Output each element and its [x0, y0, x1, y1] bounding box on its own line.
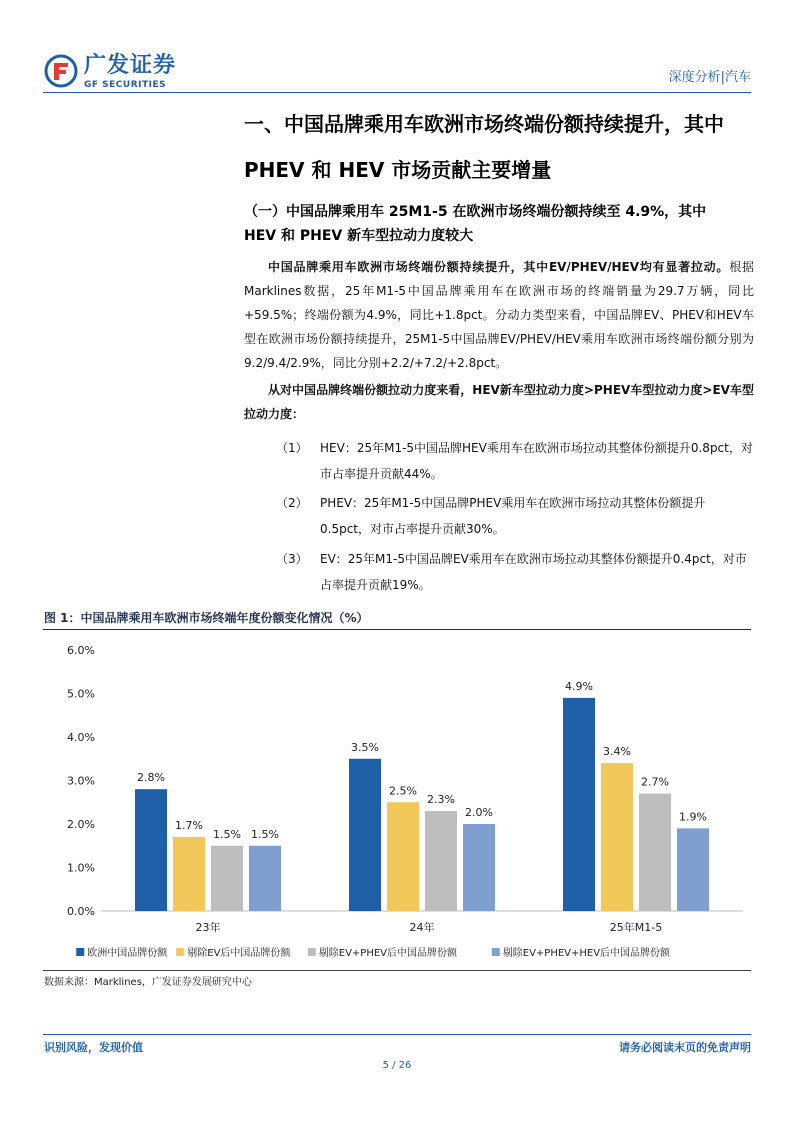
list-item-text: EV：25年M1-5中国品牌EV乘用车在欧洲市场拉动其整体份额提升0.4pct，对市占率提升贡献19%。: [320, 552, 747, 592]
figure-title: 图 1：中国品牌乘用车欧洲市场终端年度份额变化情况（%）: [44, 611, 369, 625]
bar: [135, 789, 167, 911]
y-tick-label: 1.0%: [67, 861, 95, 875]
bar: [387, 802, 419, 911]
list-item: [276, 490, 754, 542]
subsection-heading: [244, 200, 754, 248]
bar: [173, 837, 205, 911]
y-tick-label: 2.0%: [67, 818, 95, 831]
list-item-text: PHEV：25年M1-5中国品牌PHEV乘用车在欧洲市场拉动其整体份额提升0.5pct，对市占率提升贡献30%。: [320, 496, 706, 536]
gf-logo-icon: [44, 54, 78, 88]
data-label: 4.9%: [565, 679, 593, 693]
list-item-number: （2）: [276, 496, 308, 510]
data-label: 1.5%: [213, 827, 241, 841]
data-label: 1.5%: [251, 827, 279, 841]
bar: [349, 759, 381, 911]
x-tick-label: 25年M1-5: [609, 921, 663, 934]
legend-label: 剔除EV+PHEV+HEV后中国品牌份额: [502, 948, 671, 959]
list-item-number: （3）: [276, 552, 308, 566]
bar: [463, 824, 495, 911]
bar: [601, 763, 633, 911]
data-label: 2.5%: [389, 784, 417, 798]
logo-chinese-name: 广发证券: [84, 53, 177, 78]
section-heading: [244, 101, 754, 193]
list-item: [276, 546, 754, 598]
data-label: 3.4%: [603, 745, 631, 759]
list-item-text: HEV：25年M1-5中国品牌HEV乘用车在欧洲市场拉动其整体份额提升0.8pct，对市占率提升贡献44%。: [320, 441, 753, 481]
paragraph-1-body: 根据Marklines数据，25年M1-5中国品牌乘用车在欧洲市场的终端销量为29.7万辆，同比+59.5%；终端份额为4.9%，同比+1.8pct。分动力类型来看，中国品牌EV、PHEV和HEV车型在欧洲市场份额持续提升，25M1-5中国品牌EV/PHEV/HEV乘用车欧洲市场终端份额分别为9.2/9.4/2.9%，同比分别+2.2/+7.2/+2.8pct。: [244, 260, 754, 370]
logo-english-name: GF SECURITIES: [84, 80, 167, 90]
bar: [249, 846, 281, 911]
legend-swatch: [76, 948, 84, 956]
section-tag: 深度分析|汽车: [668, 70, 751, 85]
footer-divider: [43, 1034, 751, 1035]
y-tick-label: 5.0%: [67, 687, 95, 701]
data-label: 2.8%: [137, 771, 165, 785]
data-label: 2.7%: [641, 775, 669, 789]
data-label: 2.3%: [427, 792, 455, 806]
data-label: 3.5%: [351, 740, 379, 754]
x-tick-label: 24年: [409, 921, 435, 934]
header-divider: [43, 92, 751, 93]
bar: [563, 698, 595, 911]
figure-bottom-rule: [43, 970, 751, 971]
subsection-heading-line1: （一）中国品牌乘用车 25M1-5 在欧洲市场终端份额持续至 4.9%，其中: [244, 204, 707, 220]
y-tick-label: 4.0%: [67, 731, 95, 744]
y-tick-label: 0.0%: [67, 905, 95, 918]
footer-disclaimer: 请务必阅读末页的免责声明: [619, 1041, 751, 1054]
bar: [211, 846, 243, 911]
list-item-number: （1）: [276, 441, 308, 455]
figure-top-rule: [43, 629, 751, 630]
section-heading-line1: 一、中国品牌乘用车欧洲市场终端份额持续提升，其中: [244, 112, 724, 136]
legend-label: 剔除EV后中国品牌份额: [187, 948, 291, 959]
x-tick-label: 23年: [195, 921, 221, 934]
bar: [425, 811, 457, 911]
legend-swatch: [308, 948, 316, 956]
y-tick-label: 3.0%: [67, 774, 95, 788]
y-tick-label: 6.0%: [67, 644, 95, 657]
bar: [639, 794, 671, 911]
paragraph-1-lead: 中国品牌乘用车欧洲市场终端份额持续提升，其中EV/PHEV/HEV均有显著拉动。: [268, 260, 730, 274]
data-label: 1.7%: [175, 819, 203, 833]
bar: [677, 828, 709, 911]
legend-label: 剔除EV+PHEV后中国品牌份额: [318, 948, 457, 959]
list-item: [276, 435, 754, 487]
section-heading-line2: PHEV 和 HEV 市场贡献主要增量: [244, 158, 552, 182]
legend-swatch: [492, 948, 500, 956]
legend-swatch: [176, 948, 184, 956]
page-number: 5 / 26: [382, 1060, 412, 1071]
subsection-heading-line2: HEV 和 PHEV 新车型拉动力度较大: [244, 228, 474, 244]
body-paragraph-2: 从对中国品牌终端份额拉动力度来看，HEV新车型拉动力度>PHEV车型拉动力度>EV车型拉动力度：: [244, 383, 754, 421]
body-paragraph-1: [244, 255, 754, 375]
footer-slogan: 识别风险，发现价值: [44, 1041, 143, 1054]
legend-label: 欧洲中国品牌份额: [87, 948, 168, 959]
bar-chart: [43, 634, 751, 968]
data-label: 1.9%: [679, 810, 707, 824]
data-label: 2.0%: [465, 806, 493, 819]
data-source-note: 数据来源：Marklines，广发证券发展研究中心: [44, 977, 252, 988]
